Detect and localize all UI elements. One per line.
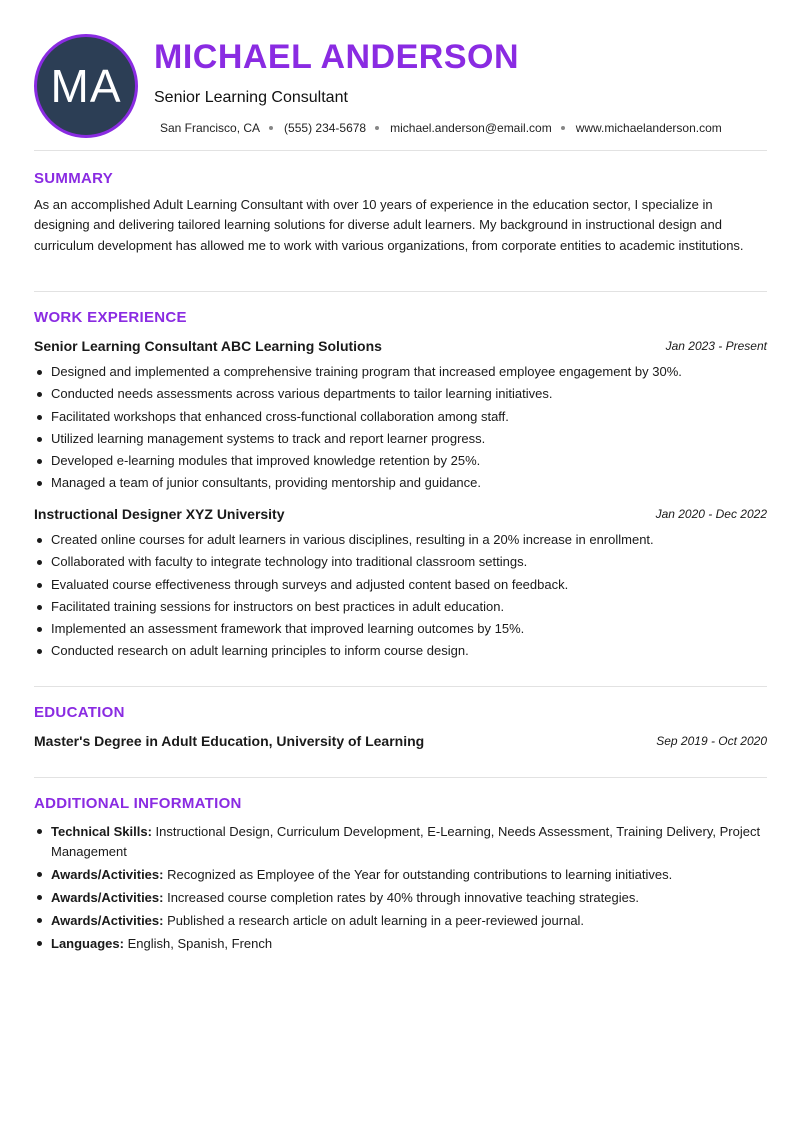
section-divider	[34, 777, 767, 778]
section-divider	[34, 291, 767, 292]
job-role: Senior Learning Consultant ABC Learning Solutions	[34, 338, 382, 354]
summary-heading: SUMMARY	[34, 170, 114, 187]
avatar	[34, 34, 138, 138]
candidate-title: Senior Learning Consultant	[154, 89, 348, 106]
job-bullet-list	[34, 361, 767, 495]
job-dates: Jan 2023 - Present	[665, 339, 767, 353]
info-label: Technical Skills:	[51, 824, 152, 839]
separator-dot-icon	[375, 126, 379, 130]
additional-info-heading: ADDITIONAL INFORMATION	[34, 795, 242, 812]
list-item: Conducted research on adult learning principles to inform course design.	[34, 640, 767, 662]
info-label: Awards/Activities:	[51, 912, 164, 928]
list-item: Managed a team of junior consultants, providing mentorship and guidance.	[34, 472, 767, 494]
contact-phone: (555) 234-5678	[284, 121, 367, 135]
contact-website[interactable]: www.michaelanderson.com	[575, 121, 722, 135]
list-item: Utilized learning management systems to track and report learner progress.	[34, 428, 767, 450]
job-header	[34, 338, 767, 356]
list-item	[34, 934, 767, 954]
job-header	[34, 506, 767, 524]
education-degree: Master's Degree in Adult Education, University of Learning	[34, 733, 425, 749]
info-text: Published a research article on adult learning in a peer-reviewed journal.	[163, 912, 585, 928]
section-divider	[34, 150, 767, 151]
contact-email[interactable]: michael.anderson@email.com	[390, 121, 552, 135]
additional-info-list	[34, 822, 767, 957]
info-label: Awards/Activities:	[51, 866, 164, 882]
separator-dot-icon	[561, 126, 565, 130]
list-item	[34, 822, 767, 861]
resume-header	[34, 34, 767, 138]
list-item: Created online courses for adult learners in various disciplines, resulting in a 20% increase in enrollment.	[34, 529, 767, 551]
list-item: Conducted needs assessments across various departments to tailor learning initiatives.	[34, 383, 767, 405]
list-item	[34, 911, 767, 931]
contact-location: San Francisco, CA	[160, 121, 261, 135]
info-text: English, Spanish, French	[123, 935, 273, 951]
contact-line	[160, 121, 722, 135]
candidate-name: MICHAEL ANDERSON	[154, 38, 520, 76]
list-item: Collaborated with faculty to integrate technology into traditional classroom settings.	[34, 551, 767, 573]
work-experience-heading: WORK EXPERIENCE	[34, 309, 187, 326]
list-item	[34, 888, 767, 908]
avatar-initials: MA	[50, 60, 122, 112]
education-dates: Sep 2019 - Oct 2020	[656, 734, 767, 748]
info-text: Instructional Design, Curriculum Development, E-Learning, Needs Assessment, Training Delivery, Project Management	[51, 824, 761, 859]
job-role: Instructional Designer XYZ University	[34, 506, 285, 522]
info-text: Recognized as Employee of the Year for outstanding contributions to learning initiatives.	[163, 866, 673, 882]
list-item: Evaluated course effectiveness through surveys and adjusted content based on feedback.	[34, 574, 767, 596]
list-item: Designed and implemented a comprehensive training program that increased employee engagement by 30%.	[34, 361, 767, 383]
info-text: Increased course completion rates by 40% through innovative teaching strategies.	[163, 889, 639, 905]
job-dates: Jan 2020 - Dec 2022	[655, 507, 767, 521]
list-item: Developed e-learning modules that improved knowledge retention by 25%.	[34, 450, 767, 472]
info-label: Languages:	[51, 935, 124, 951]
list-item: Facilitated training sessions for instructors on best practices in adult education.	[34, 596, 767, 618]
list-item: Facilitated workshops that enhanced cross-functional collaboration among staff.	[34, 406, 767, 428]
section-divider	[34, 686, 767, 687]
education-heading: EDUCATION	[34, 704, 125, 721]
summary-text: As an accomplished Adult Learning Consultant with over 10 years of experience in the education sector, I specialize in designing and delivering tailored learning solutions for diverse adult learners. My background in instructional design and curriculum development has allowed me to work with various organizations, from corporate entities to academic institutions.	[34, 197, 744, 253]
separator-dot-icon	[269, 126, 273, 130]
list-item: Implemented an assessment framework that improved learning outcomes by 15%.	[34, 618, 767, 640]
list-item	[34, 865, 767, 885]
job-bullet-list	[34, 529, 767, 663]
education-entry	[34, 733, 767, 751]
info-label: Awards/Activities:	[51, 889, 164, 905]
